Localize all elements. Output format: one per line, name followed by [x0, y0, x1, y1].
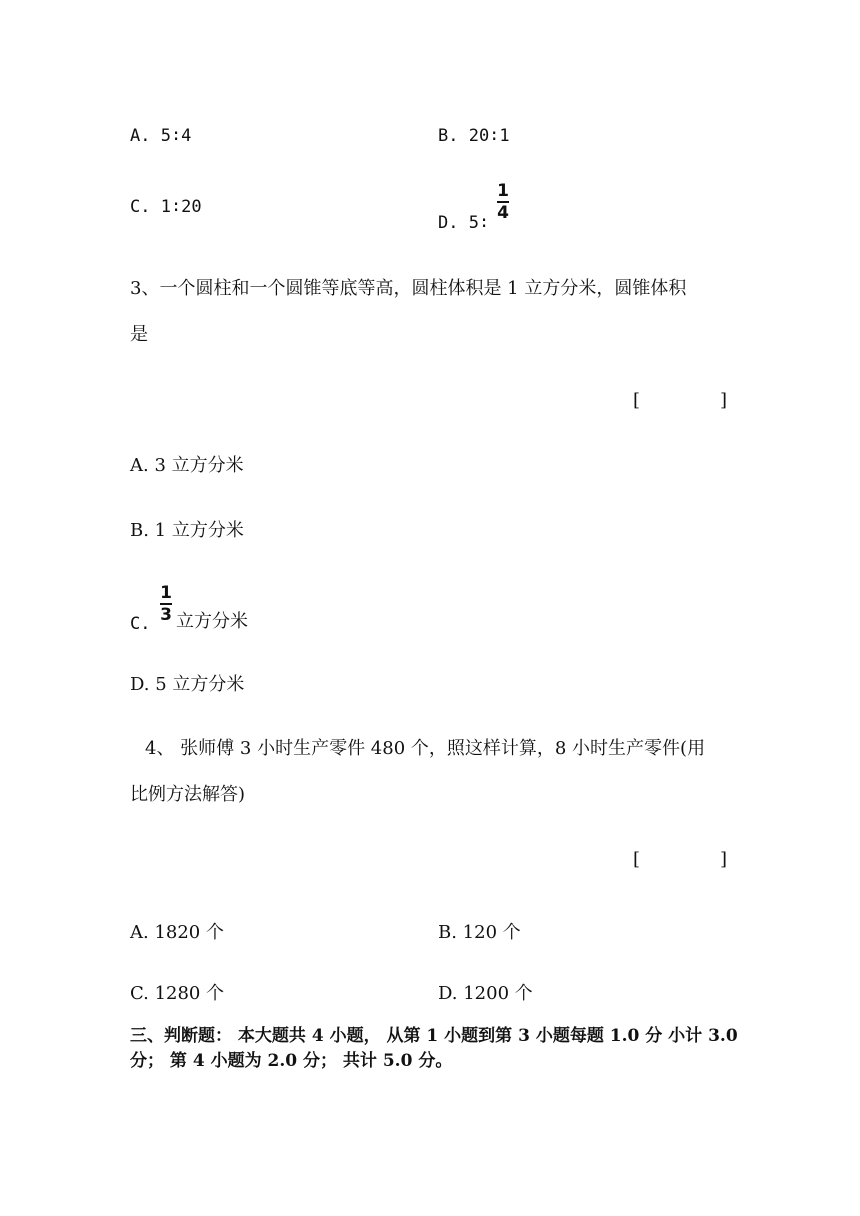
- q4-option-d: D. 1200 个: [438, 983, 533, 1004]
- q3-stem-line1: 3、一个圆柱和一个圆锥等底等高，圆柱体积是 1 立方分米，圆锥体积: [130, 278, 687, 299]
- q3-stem-line2: 是: [130, 324, 148, 345]
- q3-option-d: D. 5 立方分米: [130, 674, 245, 695]
- q3-option-c-unit: 立方分米: [176, 611, 248, 632]
- q4-option-a: A. 1820 个: [130, 922, 224, 943]
- fraction-numerator: 1: [497, 181, 509, 201]
- fraction-numerator: 1: [160, 583, 172, 603]
- q2-option-c: C. 1∶20: [130, 197, 202, 217]
- q2-option-b: B. 20∶1: [438, 126, 510, 146]
- q4-answer-bracket-open: [: [633, 849, 641, 870]
- fraction-denominator: 3: [160, 605, 172, 625]
- q2-option-d: D. 5∶: [438, 213, 490, 233]
- fraction-denominator: 4: [497, 203, 509, 223]
- q3-option-b: B. 1 立方分米: [130, 520, 244, 541]
- q4-option-b: B. 120 个: [438, 922, 521, 943]
- q2-option-d-fraction: [497, 182, 509, 222]
- q3-answer-bracket-close: ]: [720, 390, 728, 411]
- q3-option-c-fraction: [160, 584, 172, 624]
- q4-option-c: C. 1280 个: [130, 983, 225, 1004]
- q3-answer-bracket-open: [: [633, 390, 641, 411]
- q4-answer-bracket-close: ]: [720, 849, 728, 870]
- section-3-heading-line1: 三、判断题： 本大题共 4 小题， 从第 1 小题到第 3 小题每题 1.0 分 小计 3.0: [130, 1026, 738, 1046]
- q2-option-a: A. 5∶4: [130, 126, 192, 146]
- q4-stem-line1: 4、 张师傅 3 小时生产零件 480 个，照这样计算，8 小时生产零件(用: [145, 738, 706, 759]
- q4-stem-line2: 比例方法解答): [130, 784, 246, 805]
- section-3-heading-line2: 分； 第 4 小题为 2.0 分； 共计 5.0 分。: [130, 1051, 453, 1071]
- q3-option-c-prefix: C.: [130, 614, 151, 634]
- q3-option-a: A. 3 立方分米: [130, 455, 244, 476]
